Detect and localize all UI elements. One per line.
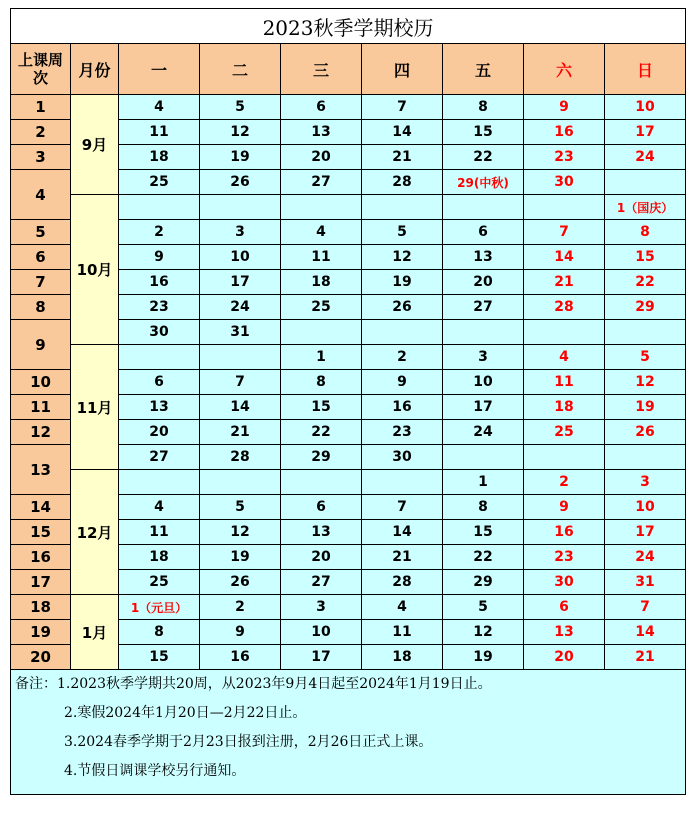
day-cell: 29	[281, 445, 362, 470]
month-label: 10月	[71, 195, 119, 345]
day-cell	[524, 195, 605, 220]
day-cell: 7	[605, 595, 686, 620]
day-cell: 18	[281, 270, 362, 295]
day-cell: 22	[281, 420, 362, 445]
day-cell: 16	[362, 395, 443, 420]
day-cell: 5	[443, 595, 524, 620]
day-cell: 3	[200, 220, 281, 245]
header-day-thu: 四	[362, 44, 443, 95]
day-cell: 20	[281, 145, 362, 170]
day-cell: 31	[200, 320, 281, 345]
week-row	[11, 195, 686, 220]
day-cell	[119, 345, 200, 370]
day-cell: 25	[524, 420, 605, 445]
day-cell	[200, 470, 281, 495]
day-cell: 21	[605, 645, 686, 670]
day-cell: 19	[443, 645, 524, 670]
day-cell: 11	[281, 245, 362, 270]
week-number: 1	[11, 95, 71, 120]
day-cell: 18	[119, 545, 200, 570]
day-cell: 21	[524, 270, 605, 295]
week-number: 4	[11, 170, 71, 220]
note-line-2: 2.寒假2024年1月20日—2月22日止。	[64, 705, 307, 721]
day-cell: 10	[605, 95, 686, 120]
day-cell: 4	[524, 345, 605, 370]
day-cell: 27	[281, 170, 362, 195]
week-number: 13	[11, 445, 71, 495]
day-cell: 26	[362, 295, 443, 320]
header-day-sun: 日	[605, 44, 686, 95]
day-cell: 29	[443, 570, 524, 595]
day-cell: 8	[605, 220, 686, 245]
day-cell: 17	[605, 520, 686, 545]
week-number: 5	[11, 220, 71, 245]
day-cell: 13	[119, 395, 200, 420]
day-cell: 17	[443, 395, 524, 420]
day-cell: 9	[362, 370, 443, 395]
week-number: 20	[11, 645, 71, 670]
day-cell: 15	[443, 520, 524, 545]
day-cell: 13	[524, 620, 605, 645]
week-number: 2	[11, 120, 71, 145]
month-label: 9月	[71, 95, 119, 195]
day-cell	[119, 470, 200, 495]
day-cell: 3	[605, 470, 686, 495]
day-cell: 8	[443, 95, 524, 120]
day-cell: 14	[362, 520, 443, 545]
day-cell: 4	[281, 220, 362, 245]
day-cell	[200, 195, 281, 220]
day-cell: 26	[200, 570, 281, 595]
day-cell: 27	[281, 570, 362, 595]
week-number: 9	[11, 320, 71, 370]
month-label: 1月	[71, 595, 119, 670]
day-cell: 12	[200, 520, 281, 545]
week-number: 12	[11, 420, 71, 445]
day-cell: 8	[281, 370, 362, 395]
calendar-body	[11, 95, 686, 670]
day-cell: 11	[119, 520, 200, 545]
day-cell: 8	[443, 495, 524, 520]
day-cell: 1	[443, 470, 524, 495]
day-cell	[200, 345, 281, 370]
header-row	[11, 44, 686, 95]
day-cell: 20	[119, 420, 200, 445]
day-cell: 30	[524, 570, 605, 595]
day-cell	[362, 470, 443, 495]
note-line-1: 备注：1.2023秋季学期共20周，从2023年9月4日起至2024年1月19日止。	[15, 676, 492, 692]
day-cell	[605, 445, 686, 470]
day-cell: 17	[281, 645, 362, 670]
day-cell: 30	[119, 320, 200, 345]
day-cell: 25	[119, 570, 200, 595]
day-cell: 10	[281, 620, 362, 645]
day-cell: 16	[119, 270, 200, 295]
day-cell: 5	[200, 95, 281, 120]
day-cell: 6	[524, 595, 605, 620]
day-cell	[524, 320, 605, 345]
day-cell: 15	[119, 645, 200, 670]
day-cell: 17	[605, 120, 686, 145]
day-cell: 30	[362, 445, 443, 470]
day-cell: 21	[362, 545, 443, 570]
week-row	[11, 345, 686, 370]
week-number: 16	[11, 545, 71, 570]
week-number: 15	[11, 520, 71, 545]
week-number: 3	[11, 145, 71, 170]
month-label: 12月	[71, 470, 119, 595]
day-cell: 24	[605, 145, 686, 170]
day-cell: 6	[119, 370, 200, 395]
day-cell: 3	[281, 595, 362, 620]
day-cell: 28	[362, 570, 443, 595]
day-cell: 5	[362, 220, 443, 245]
day-cell: 4	[119, 495, 200, 520]
day-cell: 21	[362, 145, 443, 170]
day-cell: 1（国庆）	[605, 195, 686, 220]
day-cell: 1（元旦）	[119, 595, 200, 620]
day-cell: 18	[524, 395, 605, 420]
day-cell: 10	[443, 370, 524, 395]
day-cell	[605, 320, 686, 345]
day-cell: 22	[605, 270, 686, 295]
day-cell: 7	[200, 370, 281, 395]
day-cell	[443, 195, 524, 220]
school-calendar-table	[10, 8, 686, 795]
week-number: 11	[11, 395, 71, 420]
day-cell	[443, 320, 524, 345]
day-cell: 14	[200, 395, 281, 420]
day-cell: 18	[119, 145, 200, 170]
day-cell: 2	[119, 220, 200, 245]
day-cell: 11	[524, 370, 605, 395]
day-cell: 7	[524, 220, 605, 245]
header-day-fri: 五	[443, 44, 524, 95]
day-cell: 5	[605, 345, 686, 370]
week-row	[11, 595, 686, 620]
day-cell: 27	[119, 445, 200, 470]
day-cell: 16	[200, 645, 281, 670]
day-cell	[605, 170, 686, 195]
day-cell: 13	[281, 520, 362, 545]
day-cell: 12	[605, 370, 686, 395]
day-cell: 11	[362, 620, 443, 645]
day-cell: 22	[443, 545, 524, 570]
day-cell: 26	[200, 170, 281, 195]
day-cell: 14	[524, 245, 605, 270]
week-row	[11, 95, 686, 120]
calendar-title: 2023秋季学期校历	[11, 9, 686, 44]
day-cell: 2	[524, 470, 605, 495]
note-line-3: 3.2024春季学期于2月23日报到注册，2月26日正式上课。	[64, 734, 433, 750]
day-cell: 15	[281, 395, 362, 420]
day-cell: 23	[362, 420, 443, 445]
day-cell: 18	[362, 645, 443, 670]
header-week: 上课周次	[11, 44, 71, 95]
day-cell: 9	[119, 245, 200, 270]
day-cell: 9	[524, 495, 605, 520]
day-cell: 8	[119, 620, 200, 645]
week-number: 7	[11, 270, 71, 295]
day-cell: 29(中秋)	[443, 170, 524, 195]
notes-section	[11, 670, 686, 795]
day-cell: 16	[524, 120, 605, 145]
day-cell: 7	[362, 495, 443, 520]
day-cell: 12	[362, 245, 443, 270]
day-cell: 19	[605, 395, 686, 420]
day-cell: 20	[443, 270, 524, 295]
day-cell: 3	[443, 345, 524, 370]
day-cell: 25	[119, 170, 200, 195]
day-cell: 24	[443, 420, 524, 445]
day-cell: 15	[605, 245, 686, 270]
day-cell: 17	[200, 270, 281, 295]
header-day-sat: 六	[524, 44, 605, 95]
day-cell: 4	[362, 595, 443, 620]
day-cell: 31	[605, 570, 686, 595]
header-day-mon: 一	[119, 44, 200, 95]
day-cell: 14	[362, 120, 443, 145]
day-cell: 21	[200, 420, 281, 445]
day-cell: 7	[362, 95, 443, 120]
day-cell: 1	[281, 345, 362, 370]
day-cell: 4	[119, 95, 200, 120]
day-cell: 20	[281, 545, 362, 570]
week-number: 8	[11, 295, 71, 320]
day-cell: 2	[200, 595, 281, 620]
day-cell: 2	[362, 345, 443, 370]
note-line-4: 4.节假日调课学校另行通知。	[64, 763, 246, 779]
day-cell: 19	[362, 270, 443, 295]
day-cell	[362, 320, 443, 345]
day-cell: 13	[281, 120, 362, 145]
day-cell: 23	[119, 295, 200, 320]
day-cell	[281, 195, 362, 220]
day-cell: 16	[524, 520, 605, 545]
day-cell: 9	[524, 95, 605, 120]
day-cell: 23	[524, 545, 605, 570]
day-cell: 15	[443, 120, 524, 145]
week-number: 14	[11, 495, 71, 520]
day-cell: 20	[524, 645, 605, 670]
day-cell: 10	[200, 245, 281, 270]
day-cell: 28	[200, 445, 281, 470]
day-cell	[119, 195, 200, 220]
day-cell	[281, 470, 362, 495]
day-cell: 14	[605, 620, 686, 645]
day-cell	[443, 445, 524, 470]
week-number: 17	[11, 570, 71, 595]
day-cell: 24	[605, 545, 686, 570]
week-number: 19	[11, 620, 71, 645]
day-cell: 6	[281, 95, 362, 120]
day-cell: 27	[443, 295, 524, 320]
day-cell	[281, 320, 362, 345]
day-cell: 28	[524, 295, 605, 320]
day-cell: 12	[200, 120, 281, 145]
day-cell	[362, 195, 443, 220]
week-number: 6	[11, 245, 71, 270]
header-day-tue: 二	[200, 44, 281, 95]
header-month: 月份	[71, 44, 119, 95]
week-row	[11, 470, 686, 495]
day-cell: 9	[200, 620, 281, 645]
day-cell: 24	[200, 295, 281, 320]
week-number: 10	[11, 370, 71, 395]
day-cell: 29	[605, 295, 686, 320]
day-cell: 30	[524, 170, 605, 195]
day-cell: 5	[200, 495, 281, 520]
month-label: 11月	[71, 345, 119, 470]
header-day-wed: 三	[281, 44, 362, 95]
day-cell	[524, 445, 605, 470]
day-cell: 11	[119, 120, 200, 145]
day-cell: 6	[281, 495, 362, 520]
day-cell: 13	[443, 245, 524, 270]
day-cell: 25	[281, 295, 362, 320]
day-cell: 19	[200, 145, 281, 170]
week-number: 18	[11, 595, 71, 620]
day-cell: 10	[605, 495, 686, 520]
day-cell: 23	[524, 145, 605, 170]
day-cell: 19	[200, 545, 281, 570]
day-cell: 6	[443, 220, 524, 245]
day-cell: 26	[605, 420, 686, 445]
day-cell: 22	[443, 145, 524, 170]
day-cell: 12	[443, 620, 524, 645]
day-cell: 28	[362, 170, 443, 195]
